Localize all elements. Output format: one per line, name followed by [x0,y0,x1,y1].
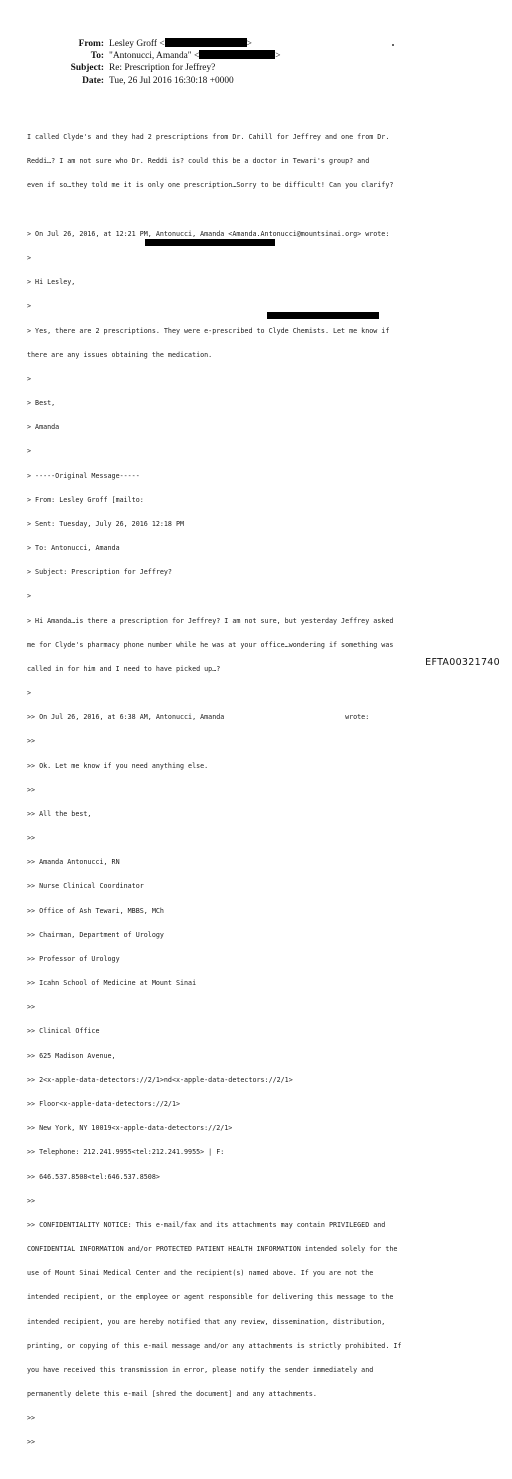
date-value: Tue, 26 Jul 2016 16:30:18 +0000 [109,75,234,86]
from-value: Lesley Groff < [109,39,165,49]
body-line: > [27,689,32,698]
email-body [27,117,497,1479]
body-line: > -----Original Message----- [27,471,140,480]
body-line: >> All the best, [27,809,92,818]
body-line: > On Jul 26, 2016, at 12:21 PM, Antonucci, Amanda <Amanda.Antonucci@mountsinai.org> wrote: [27,229,390,238]
from-tail: > [246,39,252,49]
from-row [0,38,300,50]
body-line: >> [27,834,36,843]
body-line: printing, or copying of this e-mail message and/or any attachments is strictly prohibited. If [27,1341,402,1350]
body-line: >> [27,785,36,794]
body-line: >> Professor of Urology [27,954,120,963]
subject-row [0,62,300,74]
body-line: >> Telephone: 212.241.9955<tel:212.241.9955> | F: [27,1148,225,1157]
body-line: >> Icahn School of Medicine at Mount Sinai [27,979,197,988]
body-line: >> 625 Madison Avenue, [27,1051,116,1060]
body-line: permanently delete this e-mail [shred the document] and any attachments. [27,1390,317,1399]
body-line: > Sent: Tuesday, July 26, 2016 12:18 PM [27,519,185,528]
redaction-bar [267,312,379,319]
redaction-bar [165,38,247,47]
body-line: >> Chairman, Department of Urology [27,930,164,939]
speck [392,44,394,46]
body-line [27,206,497,214]
body-line: > [27,592,32,601]
body-line: CONFIDENTIAL INFORMATION and/or PROTECTED PATIENT HEALTH INFORMATION intended solely for the [27,1245,398,1254]
redaction-bar [145,239,275,246]
body-line: >> [27,737,36,746]
subject-value: Re: Prescription for Jeffrey? [109,63,216,74]
body-line: you have received this transmission in error, please notify the sender immediately and [27,1365,374,1374]
body-line: > Amanda [27,423,60,432]
body-line: > Best, [27,399,56,408]
body-line: > [27,447,32,456]
to-tail: > [275,51,281,62]
body-line: >> [27,1438,36,1447]
body-line: >> [27,1414,36,1423]
body-line: > Hi Lesley, [27,278,76,287]
body-line: >> Amanda Antonucci, RN [27,858,120,867]
body-line: intended recipient, you are hereby notified that any review, dissemination, distribution, [27,1317,386,1326]
body-line: > [27,302,32,311]
body-line: >> Office of Ash Tewari, MBBS, MCh [27,906,164,915]
body-line: >> On Jul 26, 2016, at 6:38 AM, Antonucci, Amanda wrote: [27,713,370,722]
body-line: > Subject: Prescription for Jeffrey? [27,568,172,577]
body-line: >> CONFIDENTIALITY NOTICE: This e-mail/fax and its attachments may contain PRIVILEGED and [27,1220,386,1229]
body-line: >> 646.537.8508<tel:646.537.8508> [27,1172,160,1181]
bates-number: EFTA00321740 [425,657,500,668]
body-line: called in for him and I need to have picked up…? [27,664,221,673]
subject-label: Subject: [70,63,104,74]
date-row [0,75,300,87]
to-row [0,50,300,62]
body-line: >> [27,1003,36,1012]
body-line: > To: Antonucci, Amanda [27,544,120,553]
from-label: From: [78,39,104,49]
body-line: >> Ok. Let me know if you need anything else. [27,761,209,770]
body-line: there are any issues obtaining the medication. [27,350,213,359]
body-line: use of Mount Sinai Medical Center and the recipient(s) named above. If you are not the [27,1269,374,1278]
body-line: > From: Lesley Groff [mailto: [27,495,144,504]
body-line: > Hi Amanda…is there a prescription for Jeffrey? I am not sure, but yesterday Jeffrey asked [27,616,394,625]
body-line: >> New York, NY 10019<x-apple-data-detectors://2/1> [27,1124,233,1133]
redaction-bar [199,50,275,59]
body-line: >> Clinical Office [27,1027,100,1036]
body-line: >> Floor<x-apple-data-detectors://2/1> [27,1100,180,1108]
body-line: I called Clyde's and they had 2 prescriptions from Dr. Cahill for Jeffrey and one from Dr. [27,133,390,142]
body-line: me for Clyde's pharmacy phone number while he was at your office…wondering if something was [27,640,394,649]
body-line: > Yes, there are 2 prescriptions. They were e-prescribed to Clyde Chemists. Let me know if [27,326,390,335]
body-line: > [27,253,32,262]
body-line: >> [27,1196,36,1205]
body-line: >> 2<x-apple-data-detectors://2/1>nd<x-apple-data-detectors://2/1> [27,1075,293,1084]
email-header [0,38,300,87]
body-line: intended recipient, or the employee or agent responsible for delivering this message to the [27,1293,394,1302]
body-line: even if so…they told me it is only one prescription…Sorry to be difficult! Can you clarify? [27,181,394,190]
date-label: Date: [82,75,104,86]
body-line: >> Nurse Clinical Coordinator [27,882,144,891]
to-value: "Antonucci, Amanda" < [109,51,200,62]
body-line: > [27,374,32,383]
to-label: To: [90,51,104,62]
body-line: Reddi…? I am not sure who Dr. Reddi is? could this be a doctor in Tewari's group? and [27,157,370,166]
